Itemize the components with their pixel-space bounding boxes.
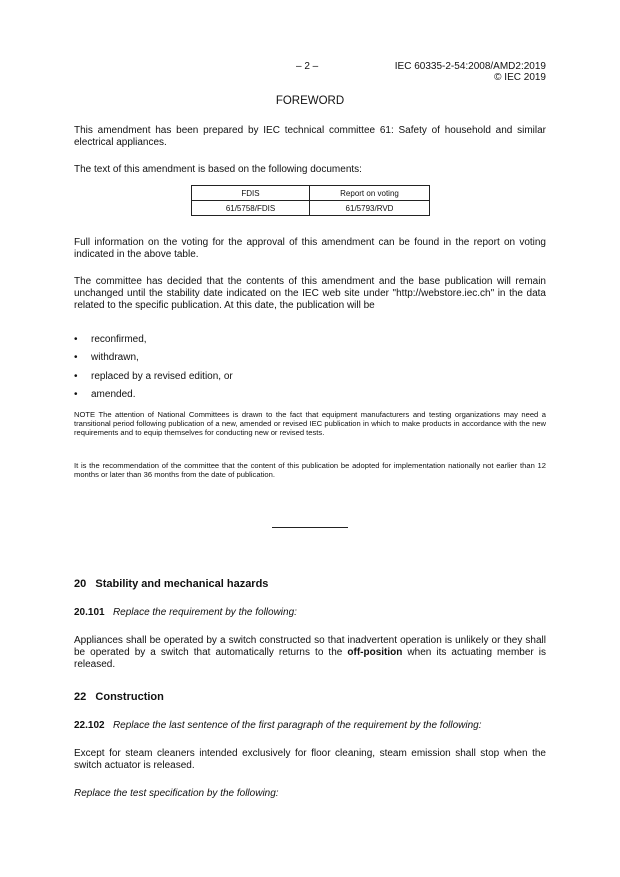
foreword-para-committee: This amendment has been prepared by IEC technical committee 61: Safety of household and similar electrical appliances. — [74, 125, 546, 149]
standard-id: IEC 60335-2-54:2008/AMD2:2019 — [394, 61, 546, 72]
foreword-para-stability: The committee has decided that the contents of this amendment and the base publication will remain unchanged until the stability date indicated on the IEC web site under "http://webstore.iec.ch" in the data related to the specific publication. At this date, the publication will be — [74, 276, 546, 312]
table-cell-fdis: 61/5758/FDIS — [192, 201, 310, 216]
section-22-number: 22 — [74, 691, 87, 703]
test-instruction-text: Replace the test specification by the following: — [74, 788, 279, 799]
clause-22-102-number: 22.102 — [74, 720, 105, 731]
clause-22-102 — [74, 720, 482, 731]
section-20-title: Stability and mechanical hazards — [95, 578, 269, 590]
voting-table — [191, 185, 430, 216]
body-text: Appliances shall be operated by a switch constructed so that inadvertent operation is unlikely or they shall be operated by a switch that automatically returns to the — [74, 635, 546, 659]
list-item: • replaced by a revised edition, or — [74, 371, 233, 389]
clause-20-101-instruction: Replace the requirement by the following: — [112, 607, 297, 618]
foreword-para-documents: The text of this amendment is based on the following documents: — [74, 164, 362, 175]
clause-20-101-body — [74, 635, 546, 672]
body-bold-term: off-position — [347, 647, 403, 659]
table-header-fdis: FDIS — [192, 186, 310, 201]
clause-20-101 — [74, 607, 297, 618]
clause-22-102-instruction: Replace the last sentence of the first paragraph of the requirement by the following: — [112, 720, 482, 731]
copyright: © IEC 2019 — [494, 72, 546, 83]
page-number: – 2 – — [296, 61, 319, 72]
section-20-number: 20 — [74, 578, 87, 590]
section-22-title: Construction — [95, 691, 164, 703]
table-header-report: Report on voting — [310, 186, 430, 201]
list-item: • withdrawn, — [74, 352, 233, 370]
list-item: • reconfirmed, — [74, 334, 233, 352]
test-instruction — [74, 788, 279, 799]
note: NOTE The attention of National Committees is drawn to the fact that equipment manufacturers and testing organizations may need a transitional period following publication of a new, amended or revised IEC publication in which to make products in accordance with the new requirements and to equip themselves for conducting new or revised tests. — [74, 410, 546, 438]
publication-options-list — [74, 334, 233, 407]
table-cell-report: 61/5793/RVD — [310, 201, 430, 216]
foreword-para-voting: Full information on the voting for the approval of this amendment can be found in the report on voting indicated in the above table. — [74, 237, 546, 261]
foreword-title: FOREWORD — [275, 95, 345, 107]
clause-20-101-number: 20.101 — [74, 607, 105, 618]
section-20-heading — [74, 578, 268, 590]
list-item: • amended. — [74, 389, 233, 407]
section-22-heading — [74, 691, 164, 703]
body-text: when its actuating member is released. — [74, 647, 546, 671]
clause-22-102-body: Except for steam cleaners intended exclusively for floor cleaning, steam emission shall stop when the switch actuator is released. — [74, 748, 546, 772]
separator-rule — [272, 527, 348, 528]
recommendation: It is the recommendation of the committee that the content of this publication be adopted for implementation nationally not earlier than 12 months or later than 36 months from the date of publication. — [74, 461, 546, 480]
